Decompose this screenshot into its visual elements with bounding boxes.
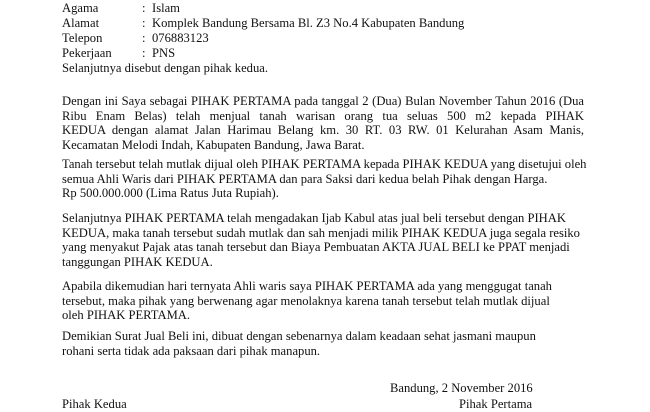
signature-label-pihak-pertama: Pihak Pertama xyxy=(459,397,533,411)
paragraph-line: Kecamatan Melodi Indah, Kabupaten Bandung, Jawa Barat. xyxy=(62,137,365,152)
paragraph-line: Selanjutnya PIHAK PERTAMA telah mengadakan Ijab Kabul atas jual beli tersebut dengan PIHAK xyxy=(62,211,566,225)
field-agama xyxy=(62,1,180,16)
paragraph-harga xyxy=(62,157,587,201)
field-alamat xyxy=(62,16,464,31)
paragraph-line: tersebut, maka pihak yang berwenang agar menolaknya karena tanah tersebut telah mutlak dijual xyxy=(62,293,550,308)
paragraph-penutup xyxy=(62,329,584,358)
field-pekerjaan-value: PNS xyxy=(152,46,176,60)
paragraph-line: oleh PIHAK PERTAMA. xyxy=(62,308,191,323)
paragraph-line: KEDUA dengan alamat Jalan Harimau Belang km. 30 RT. 03 RW. 01 Kelurahan Asam Manis, xyxy=(62,123,584,138)
field-alamat-label: Alamat xyxy=(62,16,100,30)
field-agama-value: Islam xyxy=(152,1,180,15)
paragraph-line: tanggungan PIHAK KEDUA. xyxy=(62,254,213,269)
paragraph-line: semua Ahli Waris dari PIHAK PERTAMA dan para Saksi dari kedua belah Pihak dengan Harga. xyxy=(62,171,548,186)
field-agama-colon: : xyxy=(142,1,146,15)
paragraph-line: Tanah tersebut telah mutlak dijual oleh PIHAK PERTAMA kepada PIHAK KEDUA yang disetujui oleh xyxy=(62,157,587,171)
paragraph-line: Dengan ini Saya sebagai PIHAK PERTAMA pada tanggal 2 (Dua) Bulan November Tahun 2016 (Dua xyxy=(62,94,584,108)
paragraph-line: Demikian Surat Jual Beli ini, dibuat dengan sebenarnya dalam keadaan sehat jasmani maupun xyxy=(62,329,536,343)
paragraph-gugatan xyxy=(62,279,584,323)
field-telepon-colon: : xyxy=(142,31,146,45)
field-telepon-label: Telepon xyxy=(62,31,103,45)
paragraph-line: rohani serta tidak ada paksaan dari pihak manapun. xyxy=(62,343,321,358)
field-pekerjaan-colon: : xyxy=(142,46,146,60)
field-pekerjaan-label: Pekerjaan xyxy=(62,46,112,60)
place-date: Bandung, 2 November 2016 xyxy=(390,381,533,395)
paragraph-line: Rp 500.000.000 (Lima Ratus Juta Rupiah). xyxy=(62,186,279,201)
field-telepon xyxy=(62,31,209,46)
paragraph-pihak-kedua xyxy=(62,61,584,76)
paragraph-line: Ribu Enam Belas) telah menjual tanah warisan orang tua seluas 500 m2 kepada PIHAK xyxy=(62,108,584,123)
field-agama-label: Agama xyxy=(62,1,99,15)
paragraph-penjualan xyxy=(62,94,584,152)
paragraph-line: KEDUA, maka tanah tersebut sudah mutlak dan sah menjadi milik PIHAK KEDUA juga segala resiko xyxy=(62,225,580,240)
paragraph-line: Apabila dikemudian hari ternyata Ahli waris saya PIHAK PERTAMA ada yang menggugat tanah xyxy=(62,279,552,293)
paragraph-line: yang menyakut Pajak atas tanah tersebut dan Biaya Pembuatan AKTA JUAL BELI ke PPAT menjadi xyxy=(62,240,570,255)
field-pekerjaan xyxy=(62,46,175,61)
field-alamat-value: Komplek Bandung Bersama Bl. Z3 No.4 Kabupaten Bandung xyxy=(152,16,465,30)
signature-label-pihak-kedua: Pihak Kedua xyxy=(62,397,127,411)
paragraph-line: Selanjutnya disebut dengan pihak kedua. xyxy=(62,61,268,75)
field-telepon-value: 076883123 xyxy=(152,31,209,45)
paragraph-ijab-kabul xyxy=(62,211,584,269)
field-alamat-colon: : xyxy=(142,16,146,30)
